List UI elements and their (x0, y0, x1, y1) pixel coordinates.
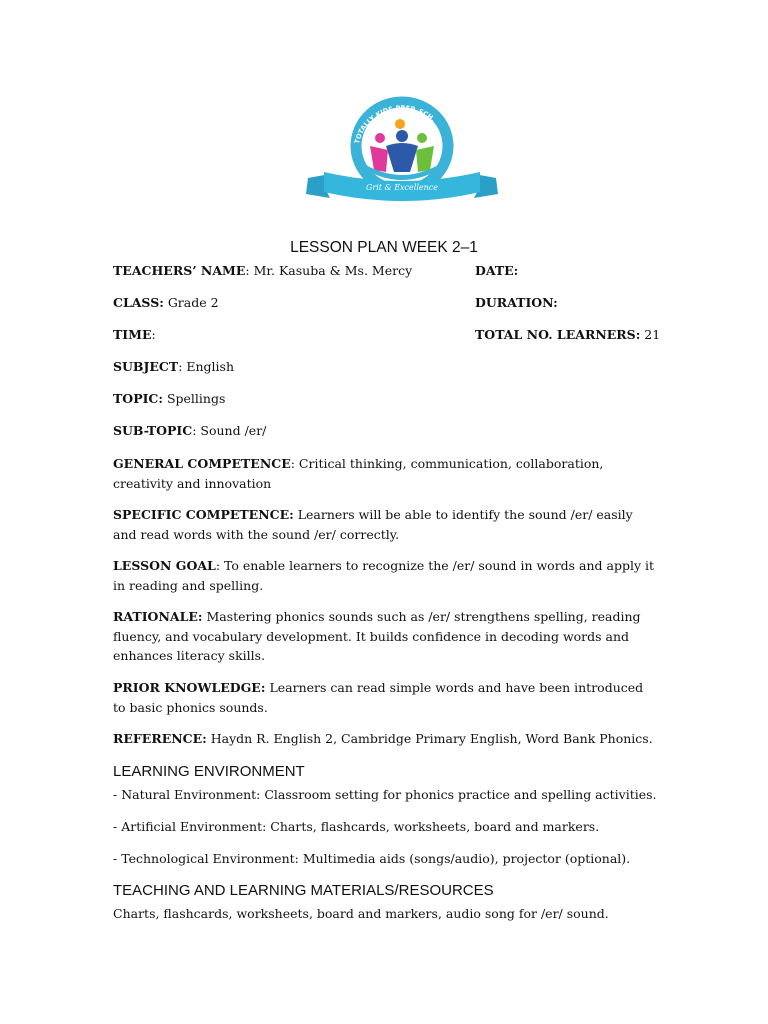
subject-label: SUBJECT (113, 359, 179, 374)
date-label: DATE: (475, 263, 519, 278)
topic-row (113, 389, 658, 409)
general-competence-paragraph (113, 454, 658, 493)
duration-row (475, 293, 558, 313)
lesson-goal-value: : To enable learners to recognize the /er/ sound in words and apply it in reading and spelling. (113, 558, 655, 593)
specific-competence-label: SPECIFIC COMPETENCE: (113, 507, 294, 522)
specific-competence-value: Learners will be able to identify the sound /er/ easily and read words with the sound /er/ correctly. (113, 507, 633, 542)
subject-row (113, 357, 658, 377)
school-logo (300, 94, 504, 210)
time-value: : (151, 327, 156, 342)
teachers-name-value: : Mr. Kasuba & Ms. Mercy (245, 263, 413, 278)
class-value: Grade 2 (163, 295, 219, 310)
prior-knowledge-label: PRIOR KNOWLEDGE: (113, 680, 266, 695)
date-row (475, 261, 518, 281)
general-competence-value: : Critical thinking, communication, collaboration, creativity and innovation (113, 456, 604, 491)
reference-label: REFERENCE: (113, 731, 207, 746)
duration-label: DURATION: (475, 295, 558, 310)
teachers-name-label: TEACHERS’ NAME (113, 263, 246, 278)
prior-knowledge-value: Learners can read simple words and have been introduced to basic phonics sounds. (113, 680, 644, 715)
subtopic-row (113, 421, 658, 441)
logo-arc-text: TOTALLY KIDS PREP. SCH. (352, 103, 437, 145)
materials-heading: TEACHING AND LEARNING MATERIALS/RESOURCES (113, 882, 494, 899)
class-row (113, 293, 658, 313)
learners-value: 21 (640, 327, 661, 342)
learning-environment-heading: LEARNING ENVIRONMENT (113, 763, 305, 780)
lesson-goal-paragraph (113, 556, 658, 595)
list-item: - Natural Environment: Classroom setting for phonics practice and spelling activities. (113, 787, 657, 802)
materials-text: Charts, flashcards, worksheets, board and markers, audio song for /er/ sound. (113, 906, 609, 921)
topic-label: TOPIC: (113, 391, 163, 406)
subtopic-label: SUB-TOPIC (113, 423, 193, 438)
teachers-name-row (113, 261, 658, 281)
rationale-label: RATIONALE: (113, 609, 203, 624)
logo-ribbon-text: Grit & Excellence (366, 183, 438, 192)
prior-knowledge-paragraph (113, 678, 658, 717)
specific-competence-paragraph (113, 505, 658, 544)
time-label: TIME (113, 327, 152, 342)
learners-row (475, 325, 660, 345)
subject-value: : English (178, 359, 235, 374)
list-item: - Artificial Environment: Charts, flashcards, worksheets, board and markers. (113, 819, 600, 834)
rationale-paragraph (113, 607, 658, 666)
lesson-goal-label: LESSON GOAL (113, 558, 216, 573)
general-competence-label: GENERAL COMPETENCE (113, 456, 291, 471)
topic-value: Spellings (163, 391, 226, 406)
class-label: CLASS: (113, 295, 164, 310)
learners-label: TOTAL NO. LEARNERS: (475, 327, 641, 342)
reference-paragraph (113, 729, 658, 749)
subtopic-value: : Sound /er/ (192, 423, 267, 438)
page-title: LESSON PLAN WEEK 2–1 (290, 239, 478, 256)
rationale-value: Mastering phonics sounds such as /er/ strengthens spelling, reading fluency, and vocabulary development. It builds confidence in decoding words and enhances literacy skills. (113, 609, 641, 663)
reference-value: Haydn R. English 2, Cambridge Primary English, Word Bank Phonics. (206, 731, 653, 746)
list-item: - Technological Environment: Multimedia aids (songs/audio), projector (optional). (113, 851, 631, 866)
